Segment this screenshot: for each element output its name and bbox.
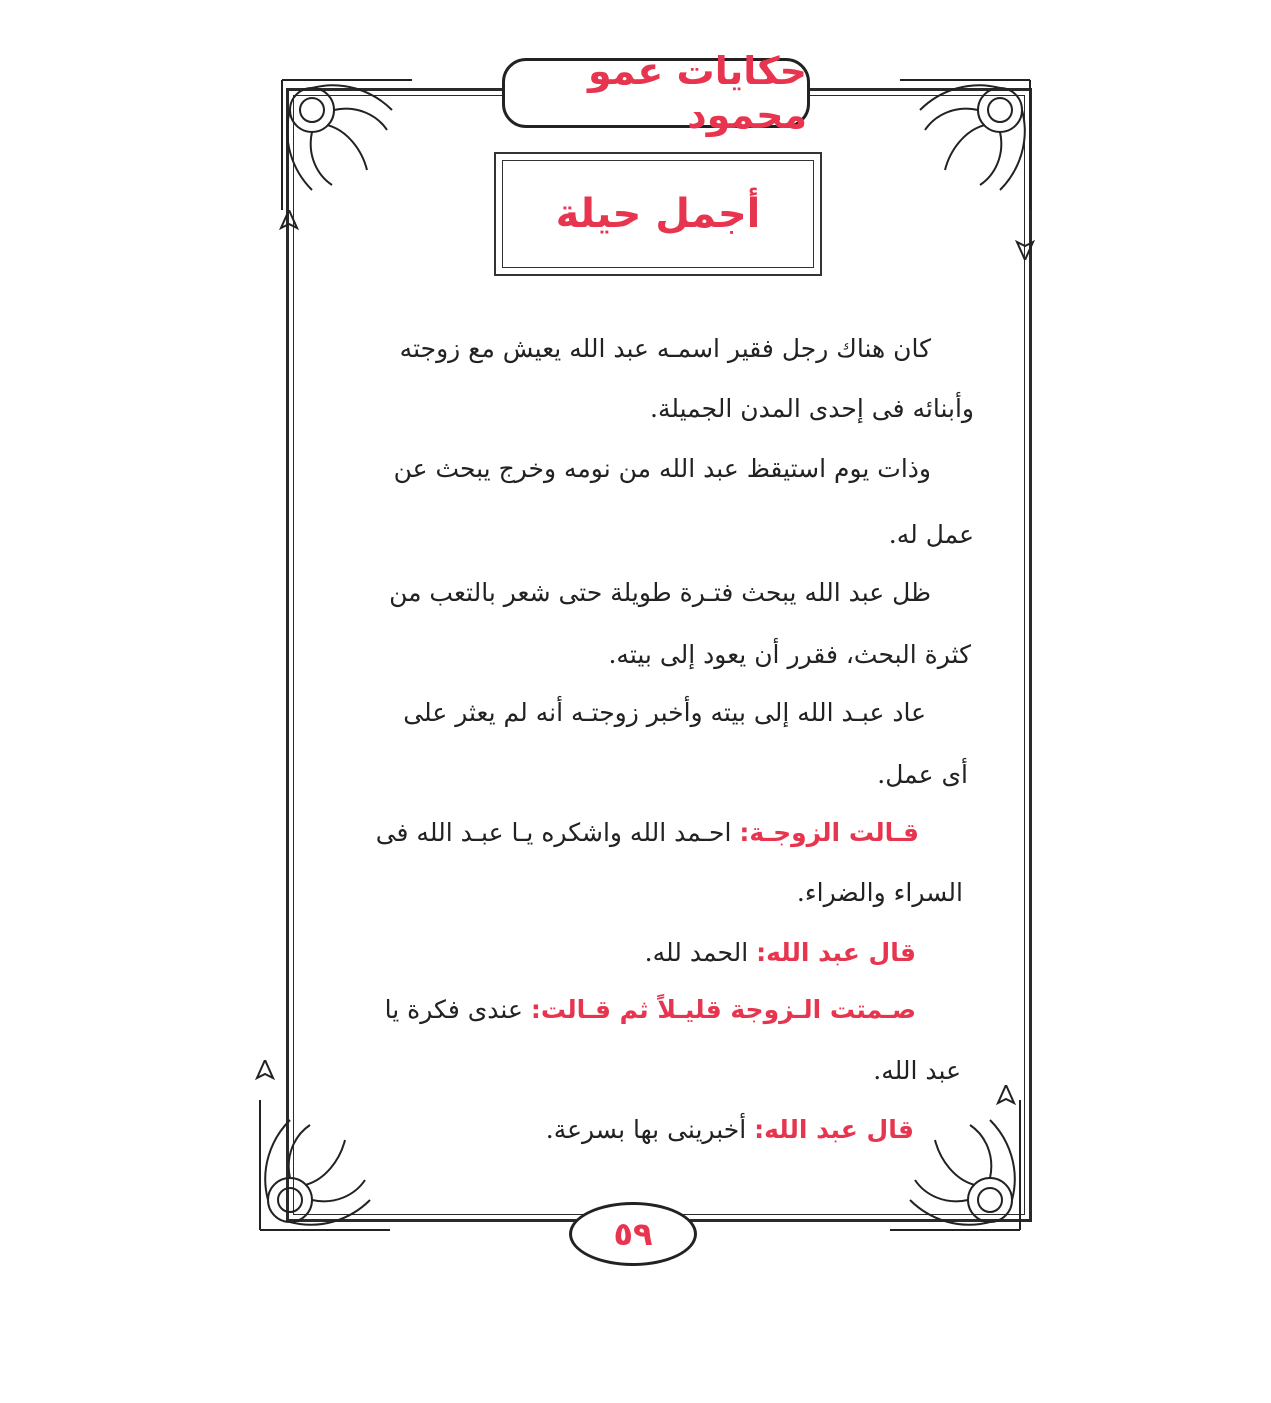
speaker-label: قال عبد الله: — [756, 938, 916, 967]
line-text: ظل عبد الله يبحث فتـرة طويلة حتى شعر بالتعب من — [389, 578, 931, 607]
speaker-label: قال عبد الله: — [754, 1115, 914, 1144]
story-title-box-inner — [502, 160, 814, 268]
line-text: عمل له. — [888, 520, 974, 549]
story-line — [376, 818, 919, 847]
line-text: الحمد لله. — [644, 938, 757, 967]
story-line — [385, 995, 916, 1024]
line-text: احـمد الله واشكره يـا عبـد الله فى — [375, 818, 740, 847]
story-line — [403, 698, 926, 727]
frame-arrow-left-icon — [279, 210, 299, 240]
ornament-top-left-icon — [272, 70, 422, 220]
speaker-label: قـالت الزوجـة: — [739, 818, 919, 847]
line-text: عندى فكرة يا — [384, 995, 531, 1024]
story-line — [797, 878, 963, 907]
frame-arrow-bottom-right-icon — [996, 1085, 1016, 1115]
frame-arrow-bottom-left-icon — [255, 1060, 275, 1090]
line-text: عبد الله. — [873, 1056, 961, 1085]
story-line — [608, 640, 971, 669]
story-line — [400, 334, 931, 363]
frame-arrow-right-icon — [1015, 230, 1035, 260]
story-line — [546, 1115, 914, 1144]
line-text: عاد عبـد الله إلى بيته وأخبر زوجتـه أنه لم يعثر على — [403, 698, 926, 727]
story-line — [873, 1056, 961, 1085]
story-line — [645, 938, 916, 967]
series-header-badge — [502, 49, 810, 137]
story-title: أجمل حيلة — [555, 191, 761, 237]
page-number: ٥٩ — [613, 1215, 653, 1253]
line-text: كثرة البحث، فقرر أن يعود إلى بيته. — [608, 640, 971, 669]
line-text: كان هناك رجل فقير اسمـه عبد الله يعيش مع زوجته — [399, 334, 931, 363]
line-text: أى عمل. — [877, 760, 968, 789]
story-line — [877, 760, 968, 789]
story-line — [389, 578, 931, 607]
line-text: وذات يوم استيقظ عبد الله من نومه وخرج يبحث عن — [393, 454, 931, 483]
line-text: السراء والضراء. — [796, 878, 963, 907]
line-text: أخبرينى بها بسرعة. — [545, 1115, 755, 1144]
ornament-top-right-icon — [890, 70, 1040, 220]
story-line — [889, 520, 974, 549]
line-text: وأبنائه فى إحدى المدن الجميلة. — [650, 394, 974, 423]
series-title: حكايات عمو محمود — [588, 49, 807, 137]
story-title-box — [494, 152, 822, 276]
story-line — [650, 394, 974, 423]
story-line — [394, 454, 931, 483]
speaker-label: صـمتت الـزوجة قليـلاً ثم قـالت: — [530, 995, 916, 1024]
page-number-badge — [569, 1202, 697, 1266]
ornament-bottom-left-icon — [250, 1090, 400, 1240]
